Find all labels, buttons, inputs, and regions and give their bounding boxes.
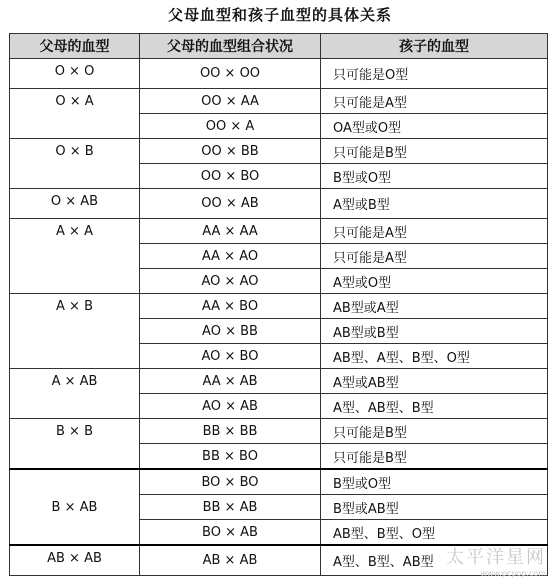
table-row	[10, 139, 548, 164]
child-blood-type: B型或O型	[321, 469, 548, 495]
header-child-type: 孩子的血型	[321, 34, 548, 59]
child-blood-type: A型或O型	[321, 269, 548, 294]
child-blood-type: AB型或B型	[321, 319, 548, 344]
table-body	[10, 59, 548, 576]
table-row	[10, 294, 548, 319]
child-blood-type: 只可能是A型	[321, 219, 548, 244]
child-blood-type: AB型、A型、B型、O型	[321, 344, 548, 369]
parent-combination: AO × AB	[140, 394, 321, 419]
table-row	[10, 419, 548, 444]
child-blood-type: A型或AB型	[321, 369, 548, 394]
parent-combination: AA × AA	[140, 219, 321, 244]
watermark	[446, 543, 546, 578]
table-row	[10, 219, 548, 244]
child-blood-type: 只可能是B型	[321, 139, 548, 164]
header-parent-type: 父母的血型	[10, 34, 140, 59]
child-blood-type: A型、B型、AB型	[321, 545, 548, 576]
parent-blood-type: B × AB	[10, 469, 140, 545]
table-row	[10, 469, 548, 495]
watermark-text: 太平洋星网	[446, 547, 546, 568]
parent-blood-type: O × O	[10, 59, 140, 89]
child-blood-type: AB型、B型、O型	[321, 520, 548, 546]
watermark-url: www.pcpop.com	[480, 569, 546, 578]
child-blood-type: B型或AB型	[321, 495, 548, 520]
parent-combination: BB × AB	[140, 495, 321, 520]
parent-combination: AA × AO	[140, 244, 321, 269]
child-blood-type: 只可能是O型	[321, 59, 548, 89]
parent-combination: AB × AB	[140, 545, 321, 576]
child-blood-type: A型、AB型、B型	[321, 394, 548, 419]
parent-combination: BB × BB	[140, 419, 321, 444]
parent-combination: OO × AB	[140, 189, 321, 219]
blood-type-table	[9, 33, 548, 576]
parent-combination: OO × BO	[140, 164, 321, 189]
parent-blood-type: O × AB	[10, 189, 140, 219]
table-row	[10, 189, 548, 219]
child-blood-type: 只可能是B型	[321, 444, 548, 470]
parent-combination: BO × BO	[140, 469, 321, 495]
parent-combination: OO × AA	[140, 89, 321, 114]
parent-combination: AO × BB	[140, 319, 321, 344]
header-combination: 父母的血型组合状况	[140, 34, 321, 59]
child-blood-type: 只可能是B型	[321, 419, 548, 444]
parent-combination: AO × BO	[140, 344, 321, 369]
parent-combination: OO × A	[140, 114, 321, 139]
parent-combination: AO × AO	[140, 269, 321, 294]
parent-blood-type: A × A	[10, 219, 140, 294]
child-blood-type: A型或B型	[321, 189, 548, 219]
table-title: 父母血型和孩子血型的具体关系	[167, 6, 392, 24]
parent-combination: AA × AB	[140, 369, 321, 394]
parent-blood-type: B × B	[10, 419, 140, 470]
child-blood-type: 只可能是A型	[321, 89, 548, 114]
parent-blood-type: O × B	[10, 139, 140, 189]
child-blood-type: 只可能是A型	[321, 244, 548, 269]
table-row	[10, 59, 548, 89]
parent-blood-type: A × AB	[10, 369, 140, 419]
child-blood-type: AB型或A型	[321, 294, 548, 319]
parent-combination: AA × BO	[140, 294, 321, 319]
child-blood-type: B型或O型	[321, 164, 548, 189]
parent-combination: OO × OO	[140, 59, 321, 89]
parent-blood-type: AB × AB	[10, 545, 140, 576]
header-row	[10, 34, 548, 59]
parent-combination: BO × AB	[140, 520, 321, 546]
table-row	[10, 89, 548, 114]
child-blood-type: OA型或O型	[321, 114, 548, 139]
parent-combination: BB × BO	[140, 444, 321, 470]
parent-blood-type: O × A	[10, 89, 140, 139]
parent-combination: OO × BB	[140, 139, 321, 164]
parent-blood-type: A × B	[10, 294, 140, 369]
table-row	[10, 369, 548, 394]
